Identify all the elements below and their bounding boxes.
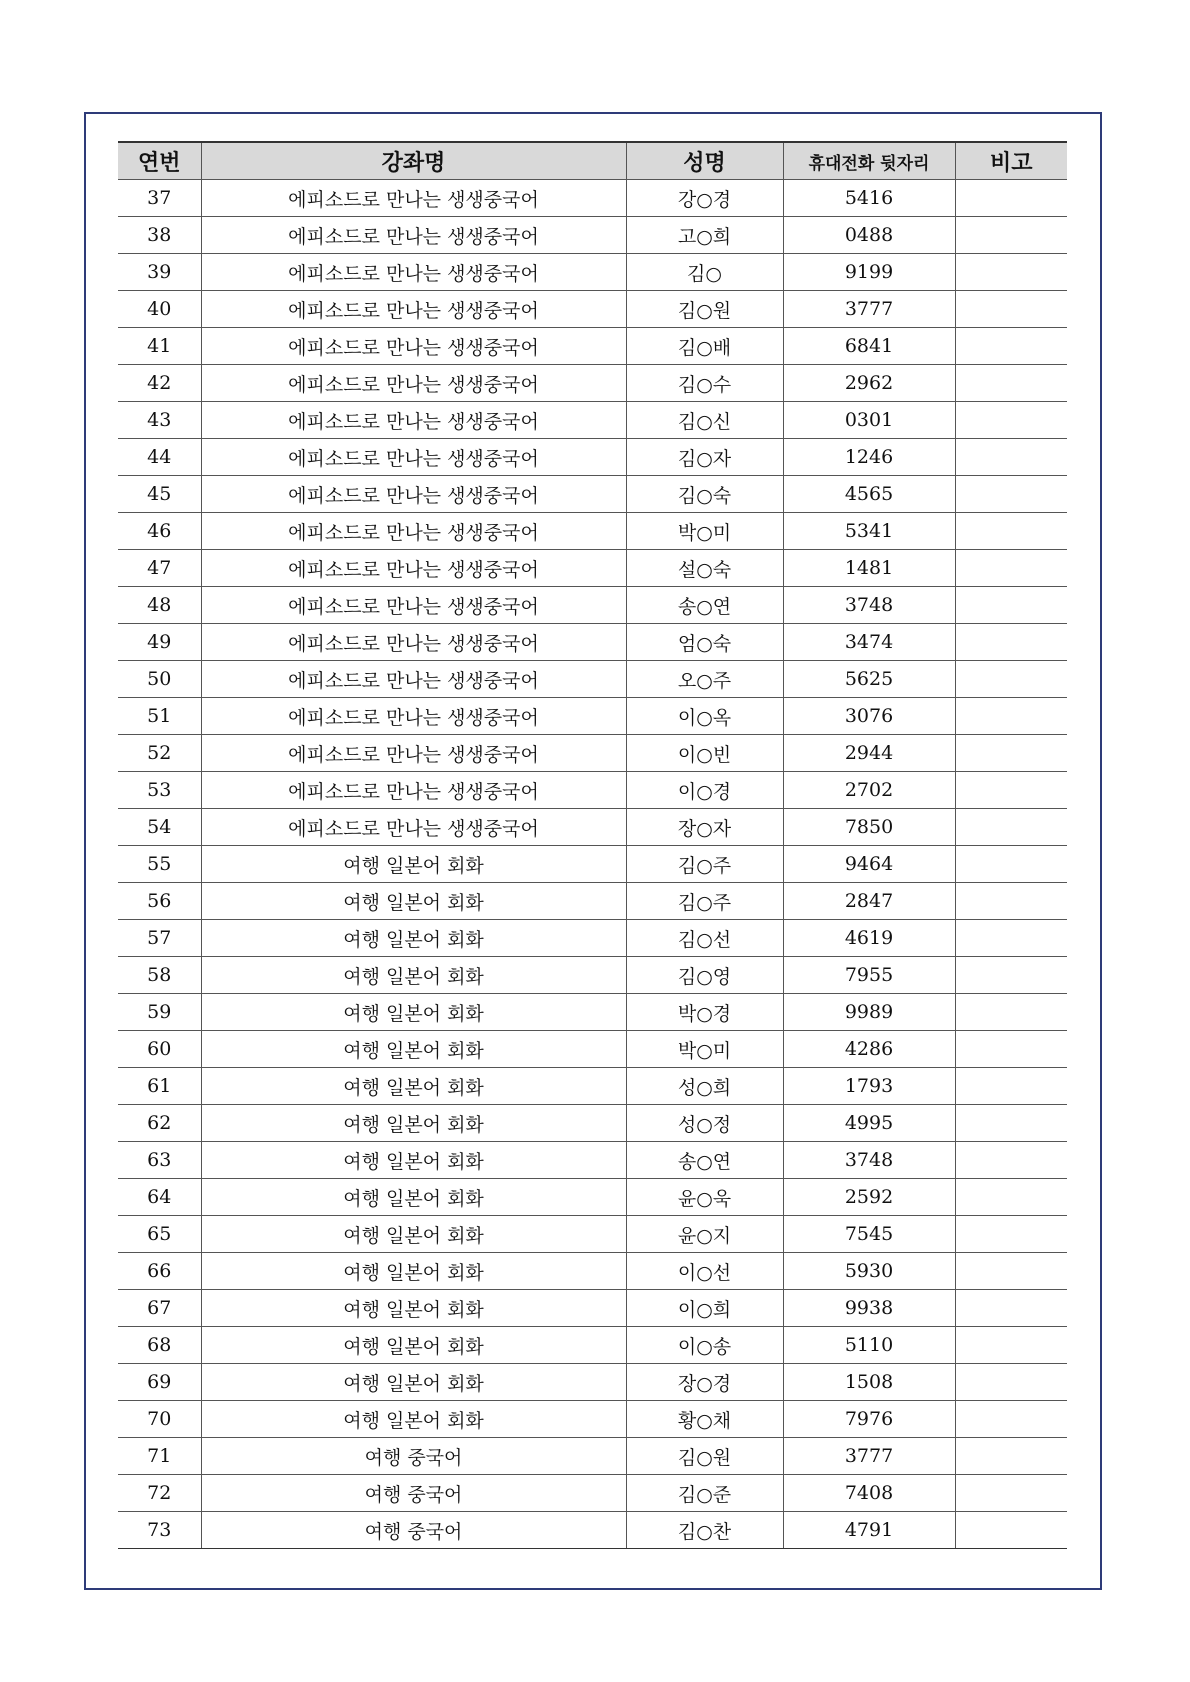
cell-phone: 7850 [783, 809, 955, 846]
cell-course: 여행 일본어 회화 [201, 1290, 626, 1327]
cell-phone: 1508 [783, 1364, 955, 1401]
cell-note [955, 1512, 1067, 1549]
cell-name: 김○숙 [626, 476, 783, 513]
cell-no: 61 [118, 1068, 201, 1105]
cell-name: 이○희 [626, 1290, 783, 1327]
cell-name: 강○경 [626, 180, 783, 217]
cell-no: 46 [118, 513, 201, 550]
cell-note [955, 772, 1067, 809]
cell-course: 여행 중국어 [201, 1475, 626, 1512]
cell-no: 40 [118, 291, 201, 328]
cell-note [955, 254, 1067, 291]
cell-name: 오○주 [626, 661, 783, 698]
cell-course: 에피소드로 만나는 생생중국어 [201, 217, 626, 254]
table-row [118, 698, 1067, 735]
cell-name: 윤○욱 [626, 1179, 783, 1216]
cell-name: 김○원 [626, 291, 783, 328]
cell-no: 53 [118, 772, 201, 809]
cell-name: 김○ [626, 254, 783, 291]
cell-name: 이○빈 [626, 735, 783, 772]
cell-course: 여행 일본어 회화 [201, 846, 626, 883]
cell-name: 성○정 [626, 1105, 783, 1142]
cell-course: 에피소드로 만나는 생생중국어 [201, 809, 626, 846]
table-row [118, 328, 1067, 365]
cell-course: 에피소드로 만나는 생생중국어 [201, 698, 626, 735]
cell-course: 여행 일본어 회화 [201, 1031, 626, 1068]
cell-phone: 0301 [783, 402, 955, 439]
cell-no: 65 [118, 1216, 201, 1253]
cell-note [955, 1475, 1067, 1512]
cell-no: 38 [118, 217, 201, 254]
table-row [118, 1179, 1067, 1216]
cell-note [955, 550, 1067, 587]
table-row [118, 1142, 1067, 1179]
cell-name: 김○주 [626, 846, 783, 883]
cell-name: 박○미 [626, 513, 783, 550]
table-row [118, 1364, 1067, 1401]
cell-course: 여행 중국어 [201, 1438, 626, 1475]
cell-phone: 2592 [783, 1179, 955, 1216]
header-row [118, 142, 1067, 180]
cell-phone: 2962 [783, 365, 955, 402]
cell-name: 김○신 [626, 402, 783, 439]
cell-course: 에피소드로 만나는 생생중국어 [201, 291, 626, 328]
cell-course: 여행 일본어 회화 [201, 920, 626, 957]
cell-name: 이○선 [626, 1253, 783, 1290]
cell-name: 송○연 [626, 587, 783, 624]
cell-course: 에피소드로 만나는 생생중국어 [201, 402, 626, 439]
cell-no: 52 [118, 735, 201, 772]
cell-name: 송○연 [626, 1142, 783, 1179]
cell-note [955, 735, 1067, 772]
table-row [118, 772, 1067, 809]
cell-note [955, 883, 1067, 920]
cell-no: 51 [118, 698, 201, 735]
cell-course: 여행 일본어 회화 [201, 957, 626, 994]
cell-course: 에피소드로 만나는 생생중국어 [201, 661, 626, 698]
cell-no: 58 [118, 957, 201, 994]
cell-no: 67 [118, 1290, 201, 1327]
table-row [118, 1512, 1067, 1549]
cell-course: 에피소드로 만나는 생생중국어 [201, 180, 626, 217]
cell-note [955, 1364, 1067, 1401]
table-row [118, 1401, 1067, 1438]
cell-name: 김○준 [626, 1475, 783, 1512]
cell-phone: 1481 [783, 550, 955, 587]
cell-note [955, 920, 1067, 957]
cell-note [955, 661, 1067, 698]
table-row [118, 957, 1067, 994]
cell-course: 여행 일본어 회화 [201, 994, 626, 1031]
cell-phone: 9938 [783, 1290, 955, 1327]
table-row [118, 180, 1067, 217]
cell-note [955, 1327, 1067, 1364]
cell-course: 여행 일본어 회화 [201, 1216, 626, 1253]
cell-no: 70 [118, 1401, 201, 1438]
cell-phone: 2944 [783, 735, 955, 772]
cell-phone: 5416 [783, 180, 955, 217]
cell-phone: 3777 [783, 291, 955, 328]
cell-name: 설○숙 [626, 550, 783, 587]
header-course: 강좌명 [201, 142, 626, 180]
cell-name: 김○원 [626, 1438, 783, 1475]
table-row [118, 661, 1067, 698]
cell-note [955, 365, 1067, 402]
header-name: 성명 [626, 142, 783, 180]
cell-note [955, 1290, 1067, 1327]
cell-phone: 1793 [783, 1068, 955, 1105]
cell-phone: 3474 [783, 624, 955, 661]
cell-name: 엄○숙 [626, 624, 783, 661]
header-note: 비고 [955, 142, 1067, 180]
table-row [118, 1290, 1067, 1327]
table-row [118, 550, 1067, 587]
cell-phone: 2702 [783, 772, 955, 809]
cell-no: 68 [118, 1327, 201, 1364]
cell-name: 황○채 [626, 1401, 783, 1438]
cell-note [955, 291, 1067, 328]
cell-note [955, 180, 1067, 217]
cell-note [955, 476, 1067, 513]
header-no: 연번 [118, 142, 201, 180]
cell-no: 59 [118, 994, 201, 1031]
cell-name: 김○배 [626, 328, 783, 365]
table-row [118, 1031, 1067, 1068]
cell-note [955, 328, 1067, 365]
cell-course: 여행 일본어 회화 [201, 1179, 626, 1216]
cell-no: 73 [118, 1512, 201, 1549]
cell-note [955, 957, 1067, 994]
cell-phone: 4619 [783, 920, 955, 957]
cell-no: 42 [118, 365, 201, 402]
cell-note [955, 217, 1067, 254]
cell-phone: 4565 [783, 476, 955, 513]
cell-phone: 4995 [783, 1105, 955, 1142]
table-row [118, 883, 1067, 920]
table-row [118, 476, 1067, 513]
cell-note [955, 1031, 1067, 1068]
cell-course: 여행 일본어 회화 [201, 1253, 626, 1290]
cell-note [955, 1253, 1067, 1290]
table-row [118, 254, 1067, 291]
cell-phone: 9199 [783, 254, 955, 291]
cell-note [955, 1179, 1067, 1216]
cell-course: 여행 일본어 회화 [201, 1401, 626, 1438]
table-row [118, 846, 1067, 883]
cell-name: 박○미 [626, 1031, 783, 1068]
cell-name: 김○수 [626, 365, 783, 402]
cell-course: 에피소드로 만나는 생생중국어 [201, 476, 626, 513]
cell-name: 고○희 [626, 217, 783, 254]
cell-no: 41 [118, 328, 201, 365]
cell-course: 에피소드로 만나는 생생중국어 [201, 587, 626, 624]
cell-course: 에피소드로 만나는 생생중국어 [201, 550, 626, 587]
table-row [118, 587, 1067, 624]
cell-no: 63 [118, 1142, 201, 1179]
cell-no: 48 [118, 587, 201, 624]
cell-name: 김○찬 [626, 1512, 783, 1549]
cell-phone: 7408 [783, 1475, 955, 1512]
cell-note [955, 1216, 1067, 1253]
cell-name: 김○선 [626, 920, 783, 957]
cell-no: 37 [118, 180, 201, 217]
cell-name: 장○자 [626, 809, 783, 846]
cell-phone: 6841 [783, 328, 955, 365]
cell-no: 43 [118, 402, 201, 439]
cell-note [955, 587, 1067, 624]
cell-no: 71 [118, 1438, 201, 1475]
cell-course: 에피소드로 만나는 생생중국어 [201, 772, 626, 809]
cell-phone: 5625 [783, 661, 955, 698]
cell-course: 여행 일본어 회화 [201, 1327, 626, 1364]
cell-name: 박○경 [626, 994, 783, 1031]
cell-phone: 3748 [783, 587, 955, 624]
cell-no: 56 [118, 883, 201, 920]
cell-phone: 5930 [783, 1253, 955, 1290]
cell-course: 에피소드로 만나는 생생중국어 [201, 624, 626, 661]
table-row [118, 1253, 1067, 1290]
cell-name: 이○송 [626, 1327, 783, 1364]
table-row [118, 365, 1067, 402]
cell-note [955, 698, 1067, 735]
cell-no: 39 [118, 254, 201, 291]
cell-phone: 9989 [783, 994, 955, 1031]
cell-course: 에피소드로 만나는 생생중국어 [201, 439, 626, 476]
cell-note [955, 1401, 1067, 1438]
cell-phone: 7545 [783, 1216, 955, 1253]
cell-no: 66 [118, 1253, 201, 1290]
cell-note [955, 809, 1067, 846]
cell-course: 에피소드로 만나는 생생중국어 [201, 513, 626, 550]
cell-name: 김○영 [626, 957, 783, 994]
table-row [118, 217, 1067, 254]
cell-course: 에피소드로 만나는 생생중국어 [201, 735, 626, 772]
cell-name: 성○희 [626, 1068, 783, 1105]
cell-course: 여행 일본어 회화 [201, 1142, 626, 1179]
roster-table [118, 141, 1067, 1549]
table-row [118, 994, 1067, 1031]
cell-phone: 3748 [783, 1142, 955, 1179]
table-row [118, 1475, 1067, 1512]
table-row [118, 1105, 1067, 1142]
cell-course: 여행 일본어 회화 [201, 883, 626, 920]
cell-no: 50 [118, 661, 201, 698]
cell-course: 여행 일본어 회화 [201, 1068, 626, 1105]
cell-no: 64 [118, 1179, 201, 1216]
cell-note [955, 439, 1067, 476]
table-row [118, 624, 1067, 661]
cell-name: 김○자 [626, 439, 783, 476]
cell-phone: 5341 [783, 513, 955, 550]
cell-no: 60 [118, 1031, 201, 1068]
cell-no: 69 [118, 1364, 201, 1401]
table-row [118, 402, 1067, 439]
table-row [118, 513, 1067, 550]
cell-note [955, 846, 1067, 883]
header-phone: 휴대전화 뒷자리 [783, 142, 955, 180]
cell-note [955, 1068, 1067, 1105]
cell-course: 에피소드로 만나는 생생중국어 [201, 328, 626, 365]
cell-no: 72 [118, 1475, 201, 1512]
cell-phone: 4791 [783, 1512, 955, 1549]
cell-phone: 5110 [783, 1327, 955, 1364]
cell-phone: 3076 [783, 698, 955, 735]
cell-note [955, 402, 1067, 439]
table-row [118, 439, 1067, 476]
table-body [118, 180, 1067, 1549]
cell-name: 이○경 [626, 772, 783, 809]
cell-no: 45 [118, 476, 201, 513]
cell-course: 에피소드로 만나는 생생중국어 [201, 365, 626, 402]
table-row [118, 1327, 1067, 1364]
cell-no: 47 [118, 550, 201, 587]
cell-note [955, 1438, 1067, 1475]
cell-note [955, 1105, 1067, 1142]
cell-phone: 9464 [783, 846, 955, 883]
table-row [118, 1216, 1067, 1253]
cell-no: 57 [118, 920, 201, 957]
cell-course: 에피소드로 만나는 생생중국어 [201, 254, 626, 291]
cell-note [955, 513, 1067, 550]
table-row [118, 1068, 1067, 1105]
cell-no: 62 [118, 1105, 201, 1142]
cell-phone: 4286 [783, 1031, 955, 1068]
cell-name: 윤○지 [626, 1216, 783, 1253]
cell-phone: 3777 [783, 1438, 955, 1475]
cell-note [955, 994, 1067, 1031]
cell-no: 54 [118, 809, 201, 846]
cell-name: 김○주 [626, 883, 783, 920]
cell-course: 여행 중국어 [201, 1512, 626, 1549]
cell-no: 44 [118, 439, 201, 476]
cell-no: 55 [118, 846, 201, 883]
cell-name: 장○경 [626, 1364, 783, 1401]
table-row [118, 920, 1067, 957]
cell-no: 49 [118, 624, 201, 661]
table-row [118, 735, 1067, 772]
cell-phone: 7976 [783, 1401, 955, 1438]
cell-phone: 1246 [783, 439, 955, 476]
table-row [118, 1438, 1067, 1475]
cell-phone: 2847 [783, 883, 955, 920]
table-row [118, 291, 1067, 328]
cell-note [955, 624, 1067, 661]
cell-name: 이○옥 [626, 698, 783, 735]
cell-course: 여행 일본어 회화 [201, 1105, 626, 1142]
table-row [118, 809, 1067, 846]
cell-phone: 0488 [783, 217, 955, 254]
cell-phone: 7955 [783, 957, 955, 994]
cell-course: 여행 일본어 회화 [201, 1364, 626, 1401]
cell-note [955, 1142, 1067, 1179]
